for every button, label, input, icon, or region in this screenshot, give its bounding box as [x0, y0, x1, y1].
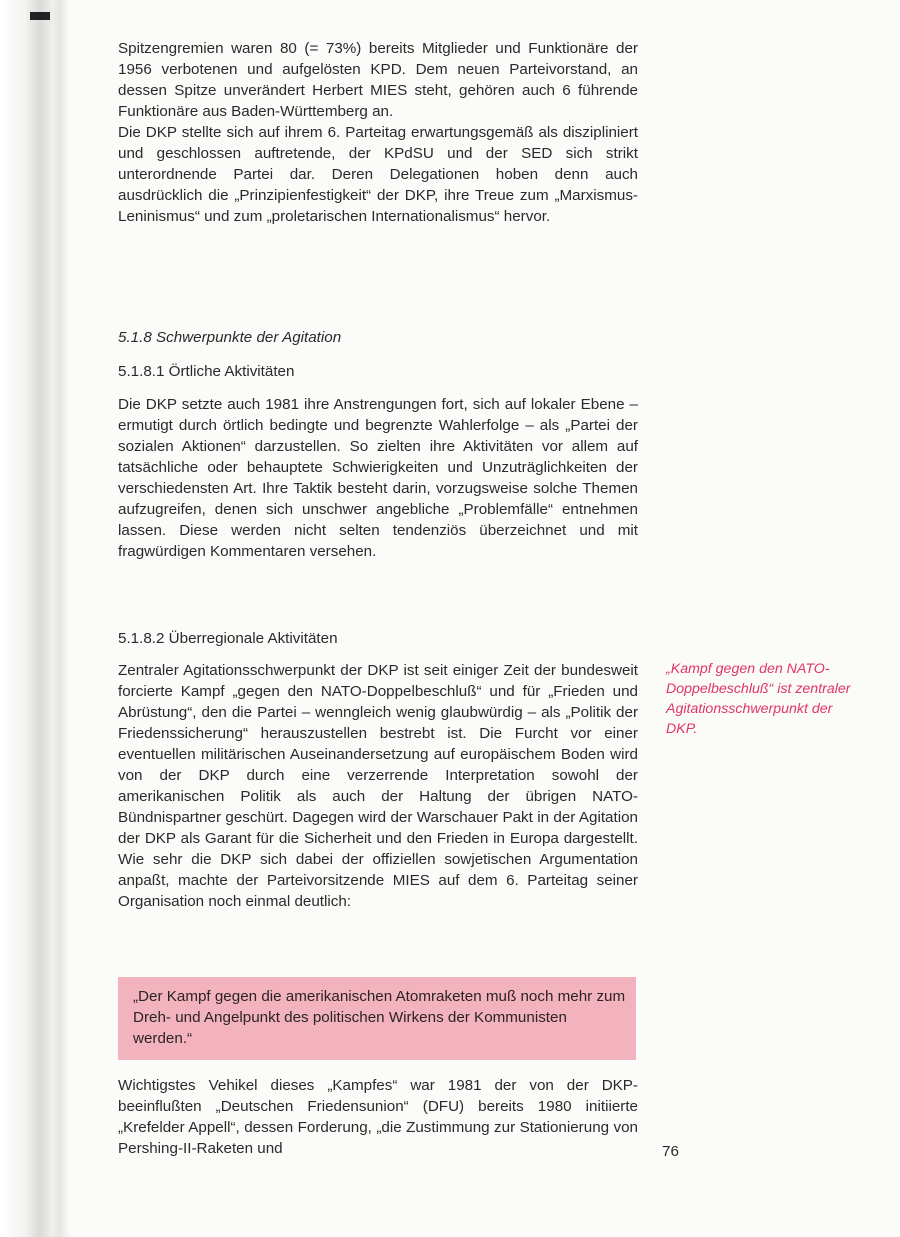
corner-mark [30, 12, 50, 20]
intro-text-block [118, 38, 638, 227]
paragraph-party-congress: Die DKP stellte sich auf ihrem 6. Parteitag erwartungsgemäß als diszipliniert und geschlossen auftretende, der KPdSU und der SED sich strikt unterordnende Partei dar. Deren Delegationen hoben denn auch ausdrücklich die „Prinzipienfestigkeit“ der DKP, ihre Treue zum „Marxismus-Leninismus“ und zum „proletarischen Internationalismus“ hervor. [118, 124, 638, 225]
paragraph-kpd-members: Spitzengremien waren 80 (= 73%) bereits Mitglieder und Funktionäre der 1956 verbotenen und aufgelösten KPD. Dem neuen Parteivorstand, an dessen Spitze unverändert Herbert MIES steht, gehören auch 6 führende Funktionäre aus Baden-Württemberg an. [118, 40, 638, 120]
paragraph-nato-campaign: Zentraler Agitationsschwerpunkt der DKP ist seit einiger Zeit der bundesweit forcierte Kampf „gegen den NATO-Doppelbeschluß“ und für „Frieden und Abrüstung“, den die Partei – wenngleich wenig glaubwürdig – als „Politik der Friedenssicherung“ herauszustellen bestrebt ist. Die Furcht vor einer eventuellen militärischen Auseinandersetzung auf europäischem Boden wird von der DKP durch eine verzerrende Interpretation sowohl der amerikanischen Politik als auch der Haltung der übrigen NATO-Bündnispartner geschürt. Dagegen wird der Warschauer Pakt in der Agitation der DKP als Garant für die Sicherheit und den Frieden in Europa dargestellt. Wie sehr die DKP sich dabei der offiziellen sowjetischen Argumentation anpaßt, machte der Parteivorsitzende MIES auf dem 6. Parteitag seiner Organisation noch einmal deutlich: [118, 662, 638, 910]
closing-text [118, 1075, 638, 1159]
page-number: 76 [662, 1143, 679, 1160]
page-binding-shadow [0, 0, 70, 1237]
paragraph-local-activities: Die DKP setzte auch 1981 ihre Anstrengungen fort, sich auf lokaler Ebene – ermutigt durch örtlich bedingte und begrenzte Wahlerfolge – als „Partei der sozialen Aktionen“ darzustellen. So zielten ihre Aktivitäten vor allem auf tatsächliche oder behauptete Schwierigkeiten und Unzuträglichkeiten der verschiedensten Art. Ihre Taktik besteht darin, vorzugsweise solche Themen aufzugreifen, denen sich unschwer angebliche „Problemfälle“ entnehmen lassen. Diese werden nicht selten tendenziös überzeichnet und mit fragwürdigen Kommentaren versehen. [118, 396, 638, 560]
local-activities-text [118, 394, 638, 562]
subsection-heading-local: 5.1.8.1 Örtliche Aktivitäten [118, 363, 295, 380]
paragraph-krefeld-appeal: Wichtigstes Vehikel dieses „Kampfes“ war 1981 der von der DKP-beeinflußten „Deutschen Friedensunion“ (DFU) bereits 1980 initiierte „Krefelder Appell“, dessen Forderung, „die Zustimmung zur Stationierung von Pershing-II-Raketen und [118, 1077, 638, 1157]
supraregional-text [118, 660, 638, 912]
section-heading-agitation: 5.1.8 Schwerpunkte der Agitation [118, 329, 342, 346]
margin-note: „Kampf gegen den NATO-Doppelbeschluß“ ist zentraler Agitationsschwerpunkt der DKP. [666, 661, 851, 737]
subsection-heading-supraregional: 5.1.8.2 Überregionale Aktivitäten [118, 630, 338, 647]
mies-quote: „Der Kampf gegen die amerikanischen Atomraketen muß noch mehr zum Dreh- und Angelpunkt des politischen Wirkens der Kommunisten werden.“ [133, 988, 626, 1047]
